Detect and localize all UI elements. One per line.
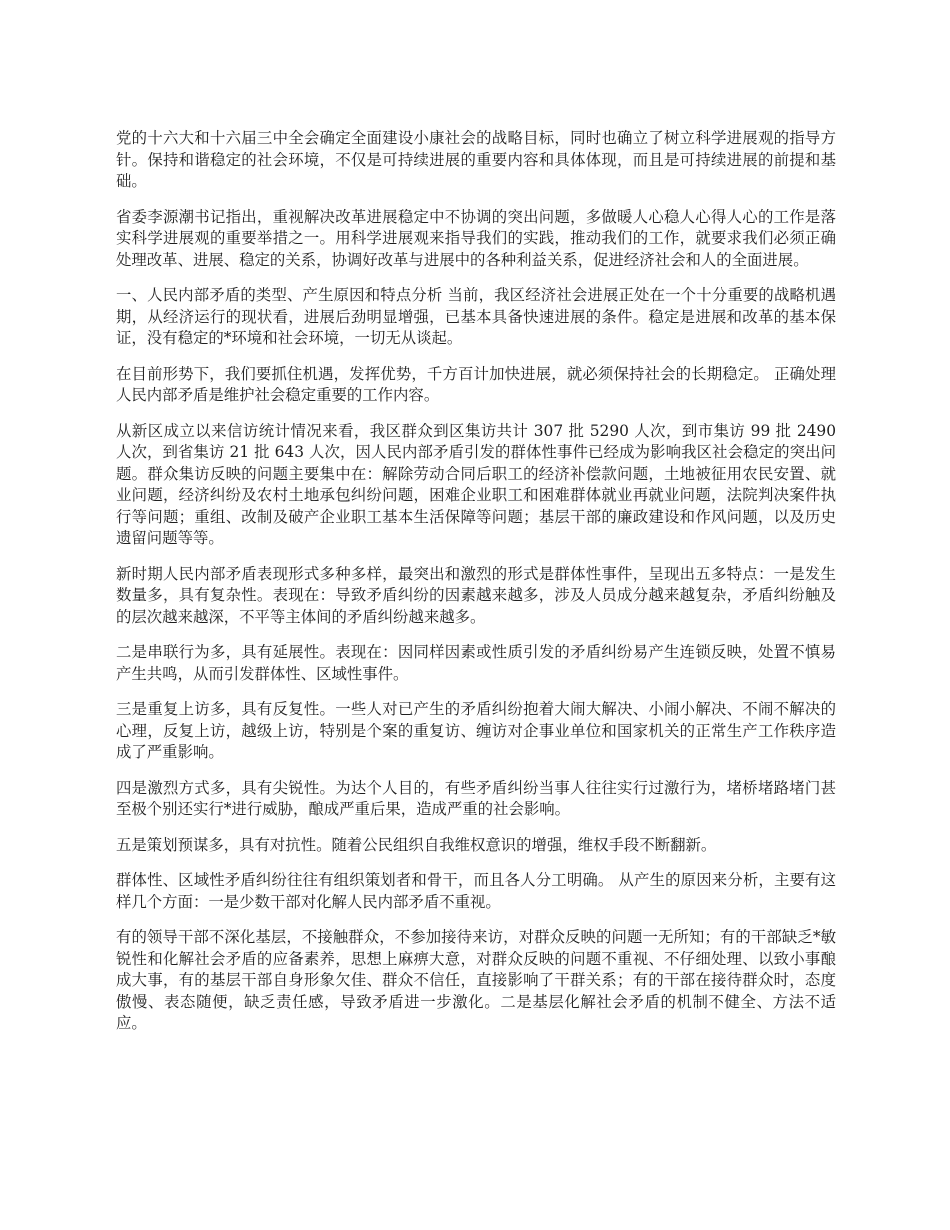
paragraph: 四是激烈方式多，具有尖锐性。为达个人目的，有些矛盾纠纷当事人往往实行过激行为，堵桥堵路堵门甚至极个别还实行*进行威胁，酿成严重后果，造成严重的社会影响。 — [116, 778, 836, 818]
paragraph: 一、人民内部矛盾的类型、产生原因和特点分析 当前，我区经济社会进展正处在一个十分重要的战略机遇期，从经济运行的现状看，进展后劲明显增强，已基本具备快速进展的条件。稳定是进展和改革的基本保证，没有稳定的*环境和社会环境，一切无从谈起。 — [116, 286, 836, 347]
paragraph: 二是串联行为多，具有延展性。表现在：因同样因素或性质引发的矛盾纠纷易产生连锁反映，处置不慎易产生共鸣，从而引发群体性、区域性事件。 — [116, 643, 836, 683]
document-body — [116, 128, 836, 1049]
paragraph: 有的领导干部不深化基层，不接触群众，不参加接待来访，对群众反映的问题一无所知；有的干部缺乏*敏锐性和化解社会矛盾的应备素养，思想上麻痹大意，对群众反映的问题不重视、不仔细处理、以致小事酿成大事，有的基层干部自身形象欠佳、群众不信任，直接影响了干群关系；有的干部在接待群众时，态度傲慢、表态随便，缺乏责任感，导致矛盾进一步激化。二是基层化解社会矛盾的机制不健全、方法不适应。 — [116, 928, 836, 1032]
paragraph: 群体性、区域性矛盾纠纷往往有组织策划者和骨干，而且各人分工明确。 从产生的原因来分析，主要有这样几个方面：一是少数干部对化解人民内部矛盾不重视。 — [116, 871, 836, 911]
paragraph: 新时期人民内部矛盾表现形式多种多样，最突出和激烈的形式是群体性事件，呈现出五多特点：一是发生数量多，具有复杂性。表现在：导致矛盾纠纷的因素越来越多，涉及人员成分越来越复杂，矛盾纠纷触及的层次越来越深，不平等主体间的矛盾纠纷越来越多。 — [116, 564, 836, 626]
paragraph: 三是重复上访多，具有反复性。一些人对已产生的矛盾纠纷抱着大闹大解决、小闹小解决、不闹不解决的心理，反复上访，越级上访，特别是个案的重复访、缠访对企事业单位和国家机关的正常生产工作秩序造成了严重影响。 — [116, 700, 836, 761]
paragraph: 党的十六大和十六届三中全会确定全面建设小康社会的战略目标，同时也确立了树立科学进展观的指导方针。保持和谐稳定的社会环境，不仅是可持续进展的重要内容和具体体现，而且是可持续进展的前提和基础。 — [116, 129, 836, 190]
paragraph: 省委李源潮书记指出，重视解决改革进展稳定中不协调的突出问题，多做暖人心稳人心得人心的工作是落实科学进展观的重要举措之一。用科学进展观来指导我们的实践，推动我们的工作，就要求我们必须正确处理改革、进展、稳定的关系，协调好改革与进展中的各种利益关系，促进经济社会和人的全面进展。 — [116, 207, 836, 269]
paragraph: 五是策划预谋多，具有对抗性。随着公民组织自我维权意识的增强，维权手段不断翻新。 — [116, 835, 717, 854]
paragraph: 在目前形势下，我们要抓住机遇，发挥优势，千方百计加快进展，就必须保持社会的长期稳定。 正确处理人民内部矛盾是维护社会稳定重要的工作内容。 — [116, 364, 836, 404]
paragraph: 从新区成立以来信访统计情况来看，我区群众到区集访共计 307 批 5290 人次，到市集访 99 批 2490 人次，到省集访 21 批 643 人次，因人民内部矛盾引发的群体性事件已经成为影响我区社会稳定的突出问题。群众集访反映的问题主要集中在：解除劳动合同后职工的经济补偿款问题，土地被征用农民安置、就业问题，经济纠纷及农村土地承包纠纷问题，困难企业职工和困难群体就业再就业问题，法院判决案件执行等问题；重组、改制及破产企业职工基本生活保障等问题；基层干部的廉政建设和作风问题，以及历史遗留问题等等。 — [116, 421, 836, 547]
